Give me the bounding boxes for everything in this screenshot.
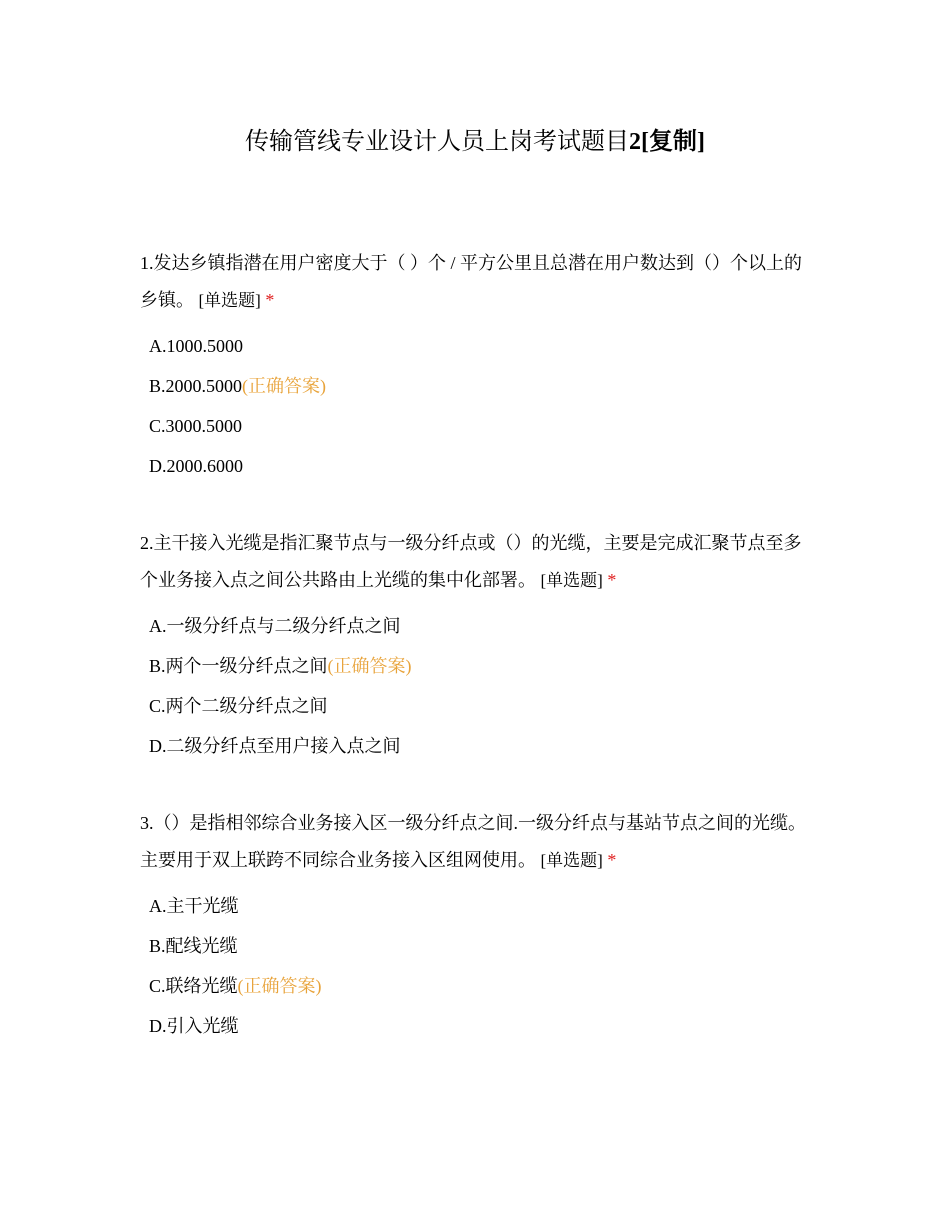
- option-b: B.2000.5000(正确答案): [149, 376, 327, 396]
- option-c: C.联络光缆(正确答案): [149, 976, 322, 996]
- option-d: D.引入光缆: [149, 1016, 239, 1036]
- question-text: 1.发达乡镇指潜在用户密度大于（ ）个 / 平方公里且总潜在用户数达到（）个以上的乡镇。: [140, 253, 802, 310]
- question-text: 2.主干接入光缆是指汇聚节点与一级分纤点或（）的光缆，主要是完成汇聚节点至多个业务接入点之间公共路由上光缆的集中化部署。: [140, 533, 802, 590]
- option-a: A.1000.5000: [149, 336, 243, 356]
- correct-answer-tag: (正确答案): [237, 976, 322, 996]
- required-mark: *: [265, 290, 275, 310]
- question-type-label: [单选题]: [540, 851, 603, 870]
- question-type-label: [单选题]: [198, 291, 261, 310]
- correct-answer-tag: (正确答案): [242, 376, 327, 396]
- option-c: C.两个二级分纤点之间: [149, 696, 328, 716]
- options-list: [149, 326, 812, 486]
- option-d: D.2000.6000: [149, 456, 243, 476]
- option-a: A.一级分纤点与二级分纤点之间: [149, 616, 401, 636]
- option-a: A.主干光缆: [149, 896, 239, 916]
- question-3: [140, 805, 812, 1046]
- question-2: [140, 525, 812, 766]
- title-main: 传输管线专业设计人员上岗考试题目: [245, 129, 629, 156]
- question-text: 3.（）是指相邻综合业务接入区一级分纤点之间.一级分纤点与基站节点之间的光缆。主要用于双上联跨不同综合业务接入区组网使用。: [140, 813, 806, 870]
- option-b: B.配线光缆: [149, 936, 238, 956]
- title-suffix: [复制]: [641, 129, 705, 156]
- option-c: C.3000.5000: [149, 416, 243, 436]
- options-list: [149, 886, 812, 1046]
- required-mark: *: [607, 850, 617, 870]
- correct-answer-tag: (正确答案): [327, 656, 412, 676]
- option-b: B.两个一级分纤点之间(正确答案): [149, 656, 412, 676]
- title-number: 2: [629, 129, 641, 156]
- question-stem: [140, 805, 812, 879]
- question-type-label: [单选题]: [540, 571, 603, 590]
- required-mark: *: [607, 570, 617, 590]
- options-list: [149, 606, 812, 766]
- question-1: [140, 245, 812, 486]
- question-stem: [140, 245, 812, 319]
- option-d: D.二级分纤点至用户接入点之间: [149, 736, 401, 756]
- page-title: [0, 124, 950, 160]
- question-stem: [140, 525, 812, 599]
